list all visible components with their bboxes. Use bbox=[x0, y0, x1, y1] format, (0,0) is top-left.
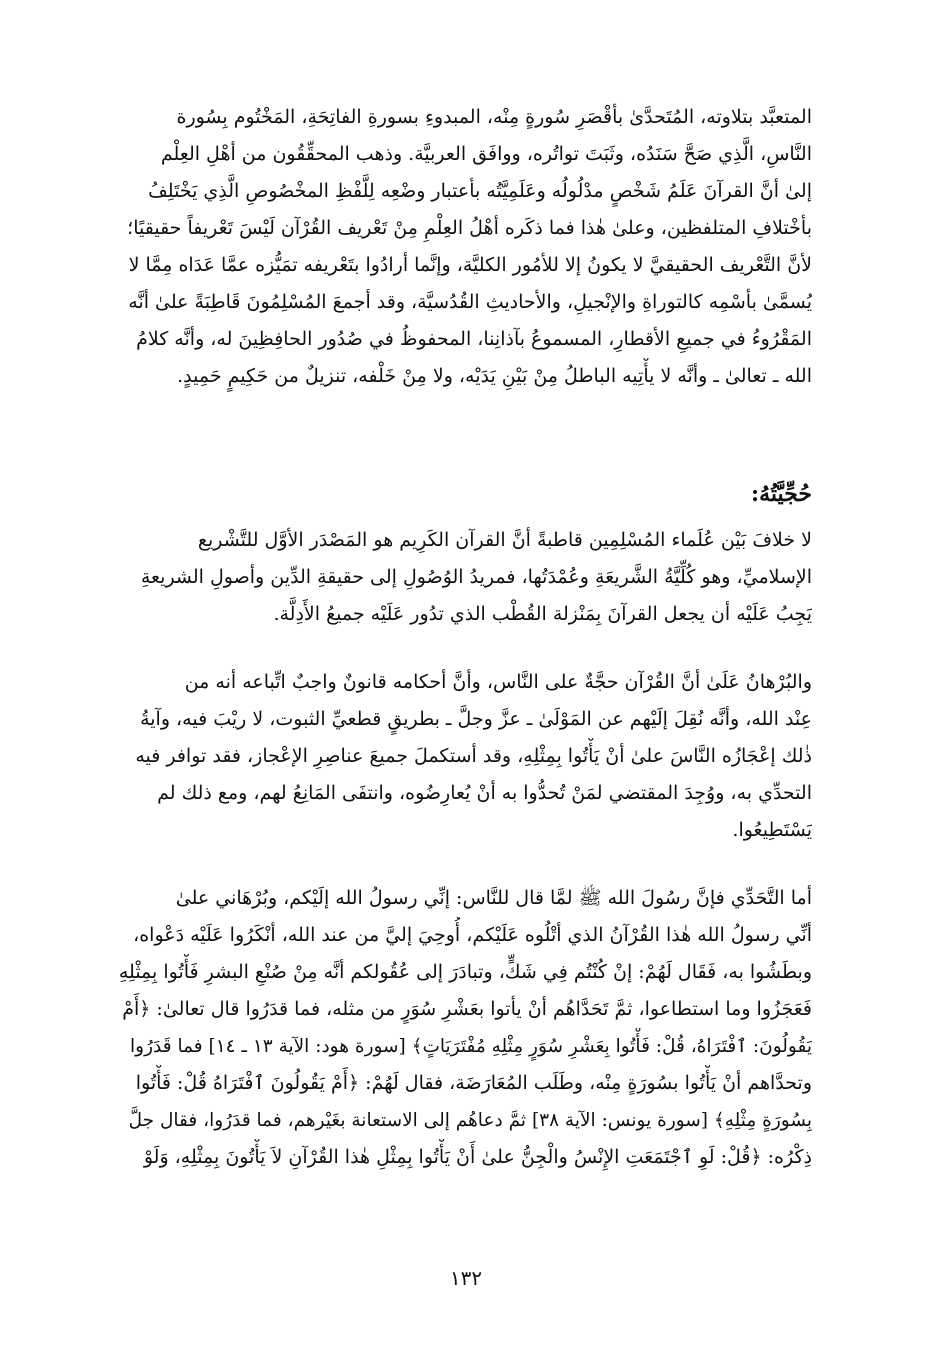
text-line: يَقُولُونَ: ٱفْتَرَاهُ، قُلْ: فَأْتُوا بِعَشْرِ سُوَرٍ مِثْلِهِ مُفْتَرَيَاتٍ﴾ [سورة هود: الآية ١٣ ـ ١٤] فما قَدَرُوا bbox=[130, 1036, 812, 1057]
paragraph-definition bbox=[118, 99, 812, 395]
paragraph-challenge bbox=[118, 880, 812, 1176]
paragraph-proof bbox=[118, 664, 812, 849]
text-line: يُسمَّىٰ بأسْمِه كالتوراةِ والإنْجيلِ، والأحاديثِ القُدُسيَّة، وقد أجمعَ المُسْلِمُونَ قَاطِبَةً علىٰ أنَّه bbox=[128, 291, 812, 313]
text-line: ذٰلك إعْجَازُه النَّاسَ علىٰ أنْ يَأْتُوا بِمِثْلِهِ، وقد أستكملَ جميعَ عناصِرِ الإعْجاز، فقد توافر فيه bbox=[135, 745, 812, 767]
text-line: يَجِبُ عَلَيْه أن يجعل القرآنَ بِمَنْزلة القُطْب الذي تدُور عَلَيْه جميعُ الأَدِلَّة. bbox=[273, 603, 812, 625]
text-line: أما التَّحَدِّي فإنَّ رسُولَ الله ﷺ لمَّا قال للنَّاس: إنِّي رسولُ الله إلَيْكم، وبُرْهَاني علىٰ bbox=[175, 887, 812, 909]
page-number: ١٣٢ bbox=[449, 1266, 483, 1290]
text-line: ذِكْرُه: ﴿قُلْ: لَوِ ٱجْتَمَعَتِ الإِنْسُ والْجِنُّ علىٰ أَنْ يَأْتُوا بِمِثْلِ هٰذا القُرْآنِ لاَ يَأْتُونَ بِمِثْلِهِ، وَلَوْ bbox=[143, 1146, 812, 1168]
text-line: إلىٰ أنَّ القرآنَ عَلَمُ شَخْصٍ مدْلُولُه وعَلَمِيَّتُه بأعتبار وضْعِه لِلَّفْظِ المخْصُوصِ الَّذِي يَخْتَلِفُ bbox=[148, 180, 812, 202]
text-line: أنِّي رسولُ الله هٰذا القُرْآنُ الذي أتْلُوه عَلَيْكم، أُوحِيَ إليَّ من عند الله، أنْكَرُوا عَلَيْه دَعْواه، bbox=[133, 924, 812, 946]
text-line: الله ـ تعالىٰ ـ وأنَّه لا يأْتِيه الباطلُ مِنْ بَيْنِ يَدَيْه، ولا مِنْ خَلْفه، تنزيلٌ من حَكِيمٍ حَمِيدٍ. bbox=[177, 365, 812, 387]
text-line: المتعبَّد بتلاوته، المُتَحدَّىٰ بأقْصَرِ سُورةٍ مِنْه، المبدوءِ بسورةِ الفاتِحَةِ، المَخْتُوم بِسُورة bbox=[176, 106, 812, 128]
text-line: والبُرْهانُ عَلَىٰ أنَّ القُرْآن حجَّةٌ على النَّاس، وأنَّ أحكامه قانونٌ واجبٌ اتِّباعه أنه من bbox=[184, 671, 812, 693]
text-line: التحدِّي به، ووُجِدَ المقتضي لمَنْ تُحدُّوا به أنْ يُعارِضُوه، وانتفَى المَانِعُ لهم، ومع ذلك لم bbox=[157, 782, 812, 804]
text-line: بِسُورَةٍ مِثْلِهِ﴾ [سورة يونس: الآية ٣٨] ثمَّ دعاهُم إلى الاستعانة بغَيْرهم، فما قدَرُوا، فقال جلَّ bbox=[128, 1110, 812, 1131]
section-heading: حُجِّيَّتُهُ: bbox=[751, 481, 812, 507]
text-line: المَقْرُوءُ في جميعِ الأقطارِ، المسموعُ بآذانِنا، المحفوظُ في صُدُور الحافِظِينَ له، وأنَّه كلامُ bbox=[136, 328, 812, 350]
text-line: عِنْد الله، وأنَّه نُقِلَ إلَيْهم عن المَوْلَىٰ ـ عزَّ وجلَّ ـ بطريقٍ قطعيِّ الثبوت، لا ريْبَ فيه، وآيةُ bbox=[140, 708, 812, 730]
text-line: لأنَّ التَّعْريف الحقيقيَّ لا يكونُ إلا للأمُور الكليَّة، وإنَّما أرادُوا بتَعْريفه تمَيُّزه عمَّا عَدَاه مِمَّا لا bbox=[128, 254, 812, 276]
text-line: فَعَجَزُوا وما استطاعوا، ثمَّ تَحَدَّاهُم أنْ يأتوا بعَشْرِ سُوَرٍ من مثله، فما قدَرُوا قال تعالىٰ: ﴿أَمْ bbox=[122, 998, 812, 1020]
paragraph-consensus bbox=[118, 522, 812, 633]
text-line: النَّاسِ، الَّذِي صَحَّ سَنَدُه، وثَبَتَ تواتُره، ووافَق العربيَّة. وذهب المحقِّقُون من أهْلِ العِلْم bbox=[160, 143, 812, 165]
text-line: وتحدَّاهم أنْ يَأْتُوا بسُورَةٍ مِنْه، وطَلَب المُعَارَضَة، فقال لَهُمْ: ﴿أَمْ يَقُولُونَ ٱفْتَرَاهُ قُلْ: فَأْتُوا bbox=[135, 1072, 812, 1094]
text-line: الإسلاميِّ، وهو كُلِّيَّةُ الشَّريعَةِ وعُمْدَتُها، فمريدُ الوُصُولِ إلى حقيقةِ الدِّين وأصولِ الشريعةِ bbox=[140, 566, 812, 588]
text-line: يَسْتَطِيعُوا. bbox=[732, 819, 812, 841]
text-line: لا خلافَ بَيْن عُلَماء المُسْلِمِين قاطبةً أنَّ القرآن الكَرِيم هو المَصْدَر الأوَّل للتَّشْريع bbox=[197, 529, 812, 551]
text-line: بأخْتلافِ المتلفظين، وعلىٰ هٰذا فما ذكَره أهْلُ العِلْمِ مِنْ تَعْريف القُرْآن لَيْسَ تَعْريفاً حقيقيًا؛ bbox=[127, 217, 812, 239]
text-line: وبطَشُوا به، فَقَال لَهُمْ: إنْ كُنْتُم فِي شَكٍّ، وتبادَرَ إلى عُقُولكم أنَّه مِنْ صُنْعِ البشرِ فَأْتُوا بِمِثْلِهِ bbox=[118, 961, 812, 983]
